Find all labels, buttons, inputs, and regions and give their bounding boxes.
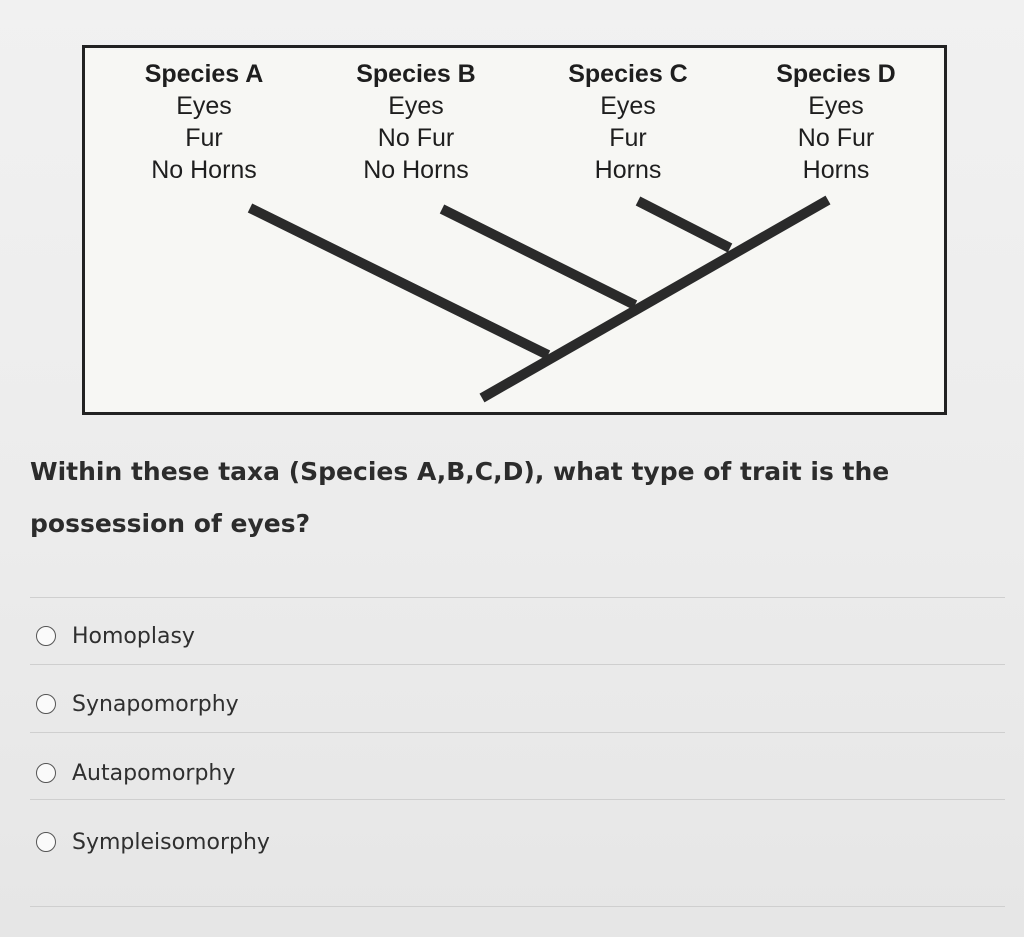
species-trait: Eyes bbox=[808, 92, 864, 120]
option-label: Sympleisomorphy bbox=[72, 829, 270, 855]
species-trait: No Fur bbox=[377, 124, 455, 152]
species-trait: Eyes bbox=[388, 92, 444, 120]
option-label: Homoplasy bbox=[72, 623, 195, 649]
question-text: Within these taxa (Species A,B,C,D), what type of trait is the possession of eyes? bbox=[30, 457, 890, 538]
cladogram-tree bbox=[85, 48, 944, 412]
option-autapomorphy[interactable] bbox=[36, 756, 235, 790]
species-name: Species C bbox=[568, 60, 688, 88]
radio-button[interactable] bbox=[36, 832, 56, 852]
branch-species-b bbox=[442, 209, 635, 305]
species-trait: No Fur bbox=[797, 124, 875, 152]
species-trait: Horns bbox=[594, 156, 662, 184]
species-name: Species B bbox=[356, 60, 476, 88]
divider bbox=[30, 597, 1005, 598]
species-trait: No Horns bbox=[151, 156, 257, 184]
radio-button[interactable] bbox=[36, 626, 56, 646]
species-name: Species D bbox=[776, 60, 896, 88]
species-trait: Eyes bbox=[600, 92, 656, 120]
radio-button[interactable] bbox=[36, 763, 56, 783]
option-label: Autapomorphy bbox=[72, 760, 236, 786]
radio-button[interactable] bbox=[36, 694, 56, 714]
species-name: Species A bbox=[144, 60, 264, 88]
option-synapomorphy[interactable] bbox=[36, 687, 239, 721]
species-trait: No Horns bbox=[363, 156, 469, 184]
branch-species-a bbox=[250, 208, 548, 355]
divider bbox=[30, 906, 1005, 907]
cladogram-figure bbox=[82, 45, 947, 415]
option-label: Synapomorphy bbox=[72, 691, 239, 717]
divider bbox=[30, 664, 1005, 665]
option-sympleisomorphy[interactable] bbox=[36, 825, 270, 859]
divider bbox=[30, 732, 1005, 733]
species-trait: Horns bbox=[802, 156, 870, 184]
divider bbox=[30, 799, 1005, 800]
option-homoplasy[interactable] bbox=[36, 619, 195, 653]
species-trait: Eyes bbox=[176, 92, 232, 120]
branch-species-c bbox=[638, 201, 730, 248]
root-trunk-branch bbox=[482, 200, 828, 398]
species-trait: Fur bbox=[185, 124, 223, 152]
species-trait: Fur bbox=[609, 124, 647, 152]
